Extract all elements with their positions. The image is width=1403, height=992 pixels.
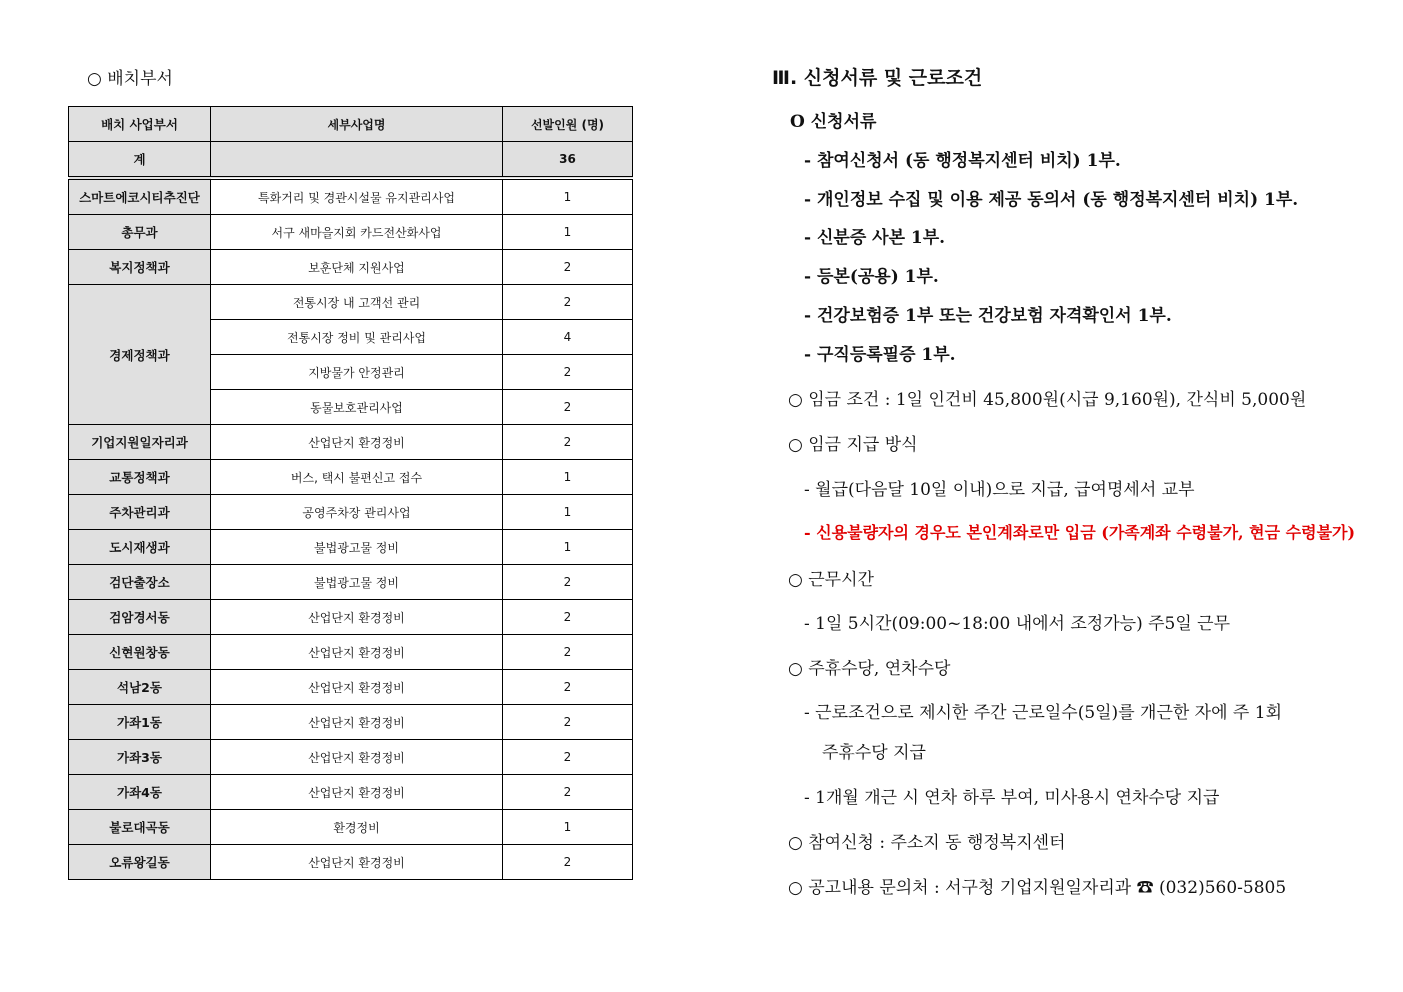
row-project: 공영주차장 관리사업 xyxy=(211,495,503,530)
row-project: 산업단지 환경정비 xyxy=(211,670,503,705)
table-row xyxy=(69,425,633,460)
allowance-detail-cont: 주휴수당 지급 xyxy=(822,743,926,763)
pay-method-detail: - 월급(다음달 10일 이내)으로 지급, 급여명세서 교부 xyxy=(804,480,1195,500)
pay-method-title: ○ 임금 지급 방식 xyxy=(788,435,918,455)
apply-info: ○ 참여신청 : 주소지 동 행정복지센터 xyxy=(788,833,1066,853)
table-total-row xyxy=(69,142,633,179)
row-count: 1 xyxy=(503,810,633,845)
row-count: 2 xyxy=(503,845,633,880)
row-count: 2 xyxy=(503,600,633,635)
table-row xyxy=(69,810,633,845)
table-header-row xyxy=(69,107,633,142)
row-count: 2 xyxy=(503,425,633,460)
total-label: 계 xyxy=(69,142,211,179)
table-row xyxy=(69,250,633,285)
header-dept: 배치 사업부서 xyxy=(69,107,211,142)
annual-leave-detail: - 1개월 개근 시 연차 하루 부여, 미사용시 연차수당 지급 xyxy=(804,788,1220,808)
row-project: 전통시장 내 고객선 관리 xyxy=(211,285,503,320)
wage-condition: ○ 임금 조건 : 1일 인건비 45,800원(시급 9,160원), 간식비 5,000원 xyxy=(788,390,1307,410)
row-dept: 스마트에코시티추진단 xyxy=(69,178,211,215)
table-row xyxy=(69,635,633,670)
table-row xyxy=(69,775,633,810)
table-row xyxy=(69,740,633,775)
table-row xyxy=(69,460,633,495)
row-project: 산업단지 환경정비 xyxy=(211,635,503,670)
row-count: 2 xyxy=(503,705,633,740)
row-dept: 검단출장소 xyxy=(69,565,211,600)
row-project: 산업단지 환경정비 xyxy=(211,600,503,635)
hours-title: ○ 근무시간 xyxy=(788,570,874,590)
doc-item: - 건강보험증 1부 또는 건강보험 자격확인서 1부. xyxy=(804,306,1172,326)
row-dept: 기업지원일자리과 xyxy=(69,425,211,460)
row-dept: 검암경서동 xyxy=(69,600,211,635)
row-count: 2 xyxy=(503,390,633,425)
row-dept: 가좌4동 xyxy=(69,775,211,810)
row-project: 동물보호관리사업 xyxy=(211,390,503,425)
department-table xyxy=(68,106,633,880)
row-count: 2 xyxy=(503,670,633,705)
row-project: 산업단지 환경정비 xyxy=(211,845,503,880)
row-project: 산업단지 환경정비 xyxy=(211,705,503,740)
row-count: 1 xyxy=(503,460,633,495)
row-dept: 오류왕길동 xyxy=(69,845,211,880)
row-project: 서구 새마을지회 카드전산화사업 xyxy=(211,215,503,250)
row-dept: 신현원창동 xyxy=(69,635,211,670)
table-body xyxy=(69,107,633,880)
table-row xyxy=(69,215,633,250)
row-count: 2 xyxy=(503,635,633,670)
docs-title: O 신청서류 xyxy=(790,112,877,132)
table-row xyxy=(69,530,633,565)
row-count: 2 xyxy=(503,285,633,320)
row-project: 환경정비 xyxy=(211,810,503,845)
row-dept: 주차관리과 xyxy=(69,495,211,530)
table-row xyxy=(69,285,633,320)
row-count: 2 xyxy=(503,740,633,775)
table-row xyxy=(69,565,633,600)
row-dept: 도시재생과 xyxy=(69,530,211,565)
row-dept: 총무과 xyxy=(69,215,211,250)
row-count: 1 xyxy=(503,215,633,250)
table-row xyxy=(69,670,633,705)
row-dept: 가좌3동 xyxy=(69,740,211,775)
row-project: 보훈단체 지원사업 xyxy=(211,250,503,285)
row-dept: 가좌1동 xyxy=(69,705,211,740)
row-count: 2 xyxy=(503,565,633,600)
row-project: 전통시장 정비 및 관리사업 xyxy=(211,320,503,355)
row-dept: 교통정책과 xyxy=(69,460,211,495)
row-project: 불법광고물 정비 xyxy=(211,565,503,600)
doc-item: - 신분증 사본 1부. xyxy=(804,228,946,248)
row-dept: 석남2동 xyxy=(69,670,211,705)
row-project: 산업단지 환경정비 xyxy=(211,775,503,810)
doc-item: - 개인정보 수집 및 이용 제공 동의서 (동 행정복지센터 비치) 1부. xyxy=(804,190,1299,210)
contact-info: ○ 공고내용 문의처 : 서구청 기업지원일자리과 ☎ (032)560-5805 xyxy=(788,878,1287,898)
row-count: 4 xyxy=(503,320,633,355)
row-project: 특화거리 및 경관시설물 유지관리사업 xyxy=(211,178,503,215)
allowance-detail: - 근로조건으로 제시한 주간 근로일수(5일)를 개근한 자에 주 1회 xyxy=(804,703,1282,723)
section-heading: Ⅲ. 신청서류 및 근로조건 xyxy=(772,67,983,89)
row-dept: 불로대곡동 xyxy=(69,810,211,845)
total-count: 36 xyxy=(503,142,633,179)
section-title: ○ 배치부서 xyxy=(87,69,173,89)
table-row xyxy=(69,845,633,880)
row-count: 2 xyxy=(503,775,633,810)
table-row xyxy=(69,600,633,635)
header-project: 세부사업명 xyxy=(211,107,503,142)
row-count: 1 xyxy=(503,495,633,530)
row-count: 2 xyxy=(503,250,633,285)
total-project xyxy=(211,142,503,179)
allowance-title: ○ 주휴수당, 연차수당 xyxy=(788,659,951,679)
table-row xyxy=(69,495,633,530)
row-dept: 복지정책과 xyxy=(69,250,211,285)
row-project: 불법광고물 정비 xyxy=(211,530,503,565)
hours-detail: - 1일 5시간(09:00~18:00 내에서 조정가능) 주5일 근무 xyxy=(804,614,1231,634)
doc-item: - 참여신청서 (동 행정복지센터 비치) 1부. xyxy=(804,151,1121,171)
row-project: 산업단지 환경정비 xyxy=(211,740,503,775)
table-row xyxy=(69,705,633,740)
row-dept: 경제정책과 xyxy=(69,285,211,425)
row-count: 1 xyxy=(503,178,633,215)
row-project: 산업단지 환경정비 xyxy=(211,425,503,460)
row-project: 버스, 택시 불편신고 접수 xyxy=(211,460,503,495)
row-count: 1 xyxy=(503,530,633,565)
doc-item: - 구직등록필증 1부. xyxy=(804,345,956,365)
row-project: 지방물가 안정관리 xyxy=(211,355,503,390)
header-count: 선발인원 (명) xyxy=(503,107,633,142)
pay-warning: - 신용불량자의 경우도 본인계좌로만 입금 (가족계좌 수령불가, 현금 수령불가) xyxy=(804,523,1356,542)
doc-item: - 등본(공용) 1부. xyxy=(804,267,939,287)
table-row xyxy=(69,178,633,215)
row-count: 2 xyxy=(503,355,633,390)
